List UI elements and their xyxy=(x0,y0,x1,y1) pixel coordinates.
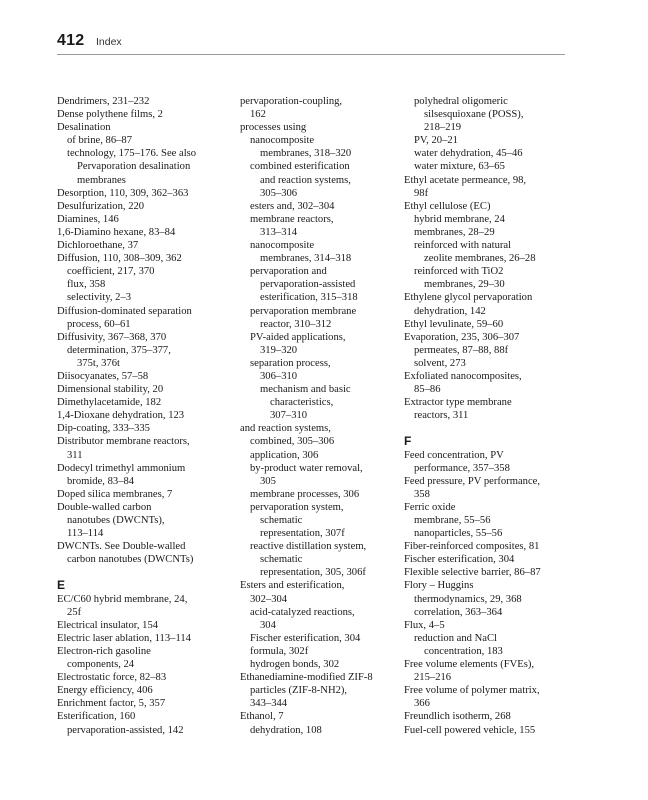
index-entry: Electric laser ablation, 113–114 xyxy=(57,632,191,644)
index-subentry: membranes, 29–30 xyxy=(424,279,505,291)
index-subentry: 305 xyxy=(260,475,276,487)
index-entry: Ethyl acetate permeance, 98, xyxy=(404,174,527,186)
index-subentry: 319–320 xyxy=(260,344,298,356)
index-subentry: coefficient, 217, 370 xyxy=(67,266,155,278)
index-subentry: 366 xyxy=(414,698,430,710)
index-subentry: technology, 175–176. See also xyxy=(67,148,197,160)
index-entry: Desalination xyxy=(57,122,111,134)
index-entry: and reaction systems, xyxy=(240,423,331,435)
index-entry: Flux, 4–5 xyxy=(404,619,445,631)
index-entry: Diffusion-dominated separation xyxy=(57,305,192,317)
index-entry: Ethanediamine-modified ZIF-8 xyxy=(240,672,373,684)
index-subentry: combined esterification xyxy=(250,161,350,173)
index-column-2 xyxy=(240,95,412,737)
index-subentry: polyhedral oligomeric xyxy=(414,96,508,107)
index-subentry: flux, 358 xyxy=(67,279,106,291)
index-subentry: membrane, 55–56 xyxy=(414,515,491,526)
index-subentry: 358 xyxy=(414,488,430,500)
index-entry: Fuel-cell powered vehicle, 155 xyxy=(404,724,536,736)
index-entry: Electron-rich gasoline xyxy=(57,645,151,657)
index-subentry: combined, 305–306 xyxy=(250,436,335,448)
index-subentry: performance, 357–358 xyxy=(414,462,510,474)
index-subentry: nanoparticles, 55–56 xyxy=(414,528,503,540)
index-subentry: 302–304 xyxy=(250,593,288,605)
index-subentry: schematic xyxy=(260,554,303,566)
index-subentry: representation, 305, 306f xyxy=(260,567,366,579)
index-entry: Esters and esterification, xyxy=(240,580,345,592)
index-subentry: membrane reactors, xyxy=(250,213,334,225)
index-subentry: 375t, 376t xyxy=(77,357,120,369)
index-subentry: concentration, 183 xyxy=(424,645,503,657)
index-subentry: 98f xyxy=(414,187,429,199)
index-subentry: mechanism and basic xyxy=(260,384,351,396)
index-entry: Flexible selective barrier, 86–87 xyxy=(404,567,541,579)
index-subentry: formula, 302f xyxy=(250,645,309,657)
index-subentry: water mixture, 63–65 xyxy=(414,161,505,173)
index-subentry: characteristics, xyxy=(270,397,334,409)
index-subentry: 85–86 xyxy=(414,384,441,396)
index-entry: Esterification, 160 xyxy=(57,711,136,723)
index-subentry: membranes xyxy=(77,174,126,186)
index-entry: 1,6-Diamino hexane, 83–84 xyxy=(57,226,176,238)
page-number: 412 xyxy=(57,32,85,49)
index-subentry: determination, 375–377, xyxy=(67,344,171,356)
index-subentry: schematic xyxy=(260,515,303,526)
index-subentry: membranes, 318–320 xyxy=(260,148,352,160)
index-entry: Ethyl cellulose (EC) xyxy=(404,200,491,212)
index-subentry: thermodynamics, 29, 368 xyxy=(414,593,522,605)
index-subentry: dehydration, 108 xyxy=(250,724,322,736)
index-subentry: membranes, 28–29 xyxy=(414,226,495,238)
index-entry: Ferric oxide xyxy=(404,501,456,513)
index-entry: Freundlich isotherm, 268 xyxy=(404,711,511,723)
index-entry: Fischer esterification, 304 xyxy=(404,554,515,566)
index-subentry: carbon nanotubes (DWCNTs) xyxy=(67,554,194,566)
index-subentry: 218–219 xyxy=(424,122,462,134)
index-subentry: components, 24 xyxy=(67,659,135,671)
index-entry: Doped silica membranes, 7 xyxy=(57,488,173,500)
index-subentry: and reaction systems, xyxy=(260,174,351,186)
index-subentry: 305–306 xyxy=(260,187,298,199)
index-subentry: membrane processes, 306 xyxy=(250,488,360,500)
index-subentry: pervaporation membrane xyxy=(250,305,357,317)
index-subentry: 215–216 xyxy=(414,672,452,684)
index-subentry: pervaporation-assisted xyxy=(260,279,356,291)
index-entry: Distributor membrane reactors, xyxy=(57,436,190,448)
running-head: Index xyxy=(96,36,122,48)
index-subentry: reactors, 311 xyxy=(414,410,469,422)
index-subentry: 113–114 xyxy=(67,528,104,540)
index-subentry: correlation, 363–364 xyxy=(414,606,503,618)
index-subentry: dehydration, 142 xyxy=(414,305,486,317)
index-entry: Dimensional stability, 20 xyxy=(57,384,164,396)
index-subentry: permeates, 87–88, 88f xyxy=(414,344,509,356)
index-subentry: representation, 307f xyxy=(260,528,345,540)
index-subentry: nanocomposite xyxy=(250,240,315,252)
index-entry: pervaporation-coupling, xyxy=(240,96,343,107)
index-entry: Dodecyl trimethyl ammonium xyxy=(57,462,186,474)
index-entry: processes using xyxy=(240,122,307,134)
index-subentry: 311 xyxy=(67,449,83,461)
index-entry: Diffusion, 110, 308–309, 362 xyxy=(57,253,182,265)
index-subentry: nanotubes (DWCNTs), xyxy=(67,515,165,526)
index-subentry: esters and, 302–304 xyxy=(250,200,335,212)
index-subentry: water dehydration, 45–46 xyxy=(414,148,523,160)
index-subentry: of brine, 86–87 xyxy=(67,135,133,147)
index-entry: Ethanol, 7 xyxy=(240,711,284,723)
index-entry: Diisocyanates, 57–58 xyxy=(57,370,149,382)
index-subentry: 304 xyxy=(260,619,276,631)
index-subentry: by-product water removal, xyxy=(250,462,363,474)
index-entry: Diamines, 146 xyxy=(57,213,119,225)
index-subentry: 307–310 xyxy=(270,410,308,422)
index-subentry: 343–344 xyxy=(250,698,288,710)
index-subentry: reinforced with natural xyxy=(414,240,512,252)
index-subentry: 306–310 xyxy=(260,370,298,382)
index-entry: Desorption, 110, 309, 362–363 xyxy=(57,187,189,199)
index-subentry: application, 306 xyxy=(250,449,319,461)
index-subentry: Fischer esterification, 304 xyxy=(250,632,361,644)
index-subentry: zeolite membranes, 26–28 xyxy=(424,253,536,265)
index-entry: Enrichment factor, 5, 357 xyxy=(57,698,166,710)
index-subentry: hybrid membrane, 24 xyxy=(414,213,505,225)
index-subentry: PV, 20–21 xyxy=(414,135,458,147)
index-subentry: solvent, 273 xyxy=(414,357,466,369)
index-subentry: 313–314 xyxy=(260,226,298,238)
index-subentry: particles (ZIF-8-NH2), xyxy=(250,685,348,697)
index-entry: Exfoliated nanocomposites, xyxy=(404,370,522,382)
index-entry: Flory – Huggins xyxy=(404,580,474,592)
section-letter: F xyxy=(404,434,412,449)
index-subentry: selectivity, 2–3 xyxy=(67,292,132,304)
index-subentry: reinforced with TiO2 xyxy=(414,266,504,278)
index-entry: Ethylene glycol pervaporation xyxy=(404,292,533,304)
index-subentry: 162 xyxy=(250,109,266,121)
index-entry: Evaporation, 235, 306–307 xyxy=(404,331,520,343)
index-entry: Dendrimers, 231–232 xyxy=(57,96,150,107)
index-subentry: esterification, 315–318 xyxy=(260,292,358,304)
index-entry: Electrostatic force, 82–83 xyxy=(57,672,167,684)
index-subentry: PV-aided applications, xyxy=(250,331,346,343)
index-column-3 xyxy=(404,95,576,737)
index-entry: Feed concentration, PV xyxy=(404,449,504,461)
index-entry: DWCNTs. See Double-walled xyxy=(57,541,186,553)
index-entry: Dichloroethane, 37 xyxy=(57,240,139,252)
index-subentry: silsesquioxane (POSS), xyxy=(424,109,524,121)
index-subentry: pervaporation and xyxy=(250,266,327,278)
index-subentry: process, 60–61 xyxy=(67,318,131,330)
index-subentry: bromide, 83–84 xyxy=(67,475,135,487)
index-column-1 xyxy=(57,95,229,737)
index-entry: Feed pressure, PV performance, xyxy=(404,475,541,487)
index-entry: EC/C60 hybrid membrane, 24, xyxy=(57,593,188,605)
index-subentry: separation process, xyxy=(250,357,331,369)
index-entry: Extractor type membrane xyxy=(404,397,512,409)
index-entry: Diffusivity, 367–368, 370 xyxy=(57,331,167,343)
index-subentry: nanocomposite xyxy=(250,135,315,147)
index-entry: Fiber-reinforced composites, 81 xyxy=(404,541,540,553)
index-entry: Dimethylacetamide, 182 xyxy=(57,397,162,409)
index-entry: Free volume of polymer matrix, xyxy=(404,685,540,697)
index-entry: Energy efficiency, 406 xyxy=(57,685,153,697)
index-subentry: membranes, 314–318 xyxy=(260,253,352,265)
index-subentry: reactor, 310–312 xyxy=(260,318,332,330)
index-entry: Dense polythene films, 2 xyxy=(57,109,163,121)
index-subentry: pervaporation system, xyxy=(250,501,344,513)
index-subentry: hydrogen bonds, 302 xyxy=(250,659,340,671)
index-subentry: pervaporation-assisted, 142 xyxy=(67,724,184,736)
index-entry: Electrical insulator, 154 xyxy=(57,619,159,631)
index-entry: Ethyl levulinate, 59–60 xyxy=(404,318,504,330)
index-entry: Double-walled carbon xyxy=(57,501,152,513)
index-entry: Desulfurization, 220 xyxy=(57,200,145,212)
index-subentry: acid-catalyzed reactions, xyxy=(250,606,355,618)
index-subentry: Pervaporation desalination xyxy=(77,161,191,173)
index-subentry: 25f xyxy=(67,606,82,618)
section-letter: E xyxy=(57,578,66,593)
index-entry: Dip-coating, 333–335 xyxy=(57,423,150,435)
index-subentry: reduction and NaCl xyxy=(414,632,497,644)
index-entry: Free volume elements (FVEs), xyxy=(404,659,535,671)
index-entry: 1,4-Dioxane dehydration, 123 xyxy=(57,410,185,422)
page-header xyxy=(57,32,565,55)
index-subentry: reactive distillation system, xyxy=(250,541,367,553)
